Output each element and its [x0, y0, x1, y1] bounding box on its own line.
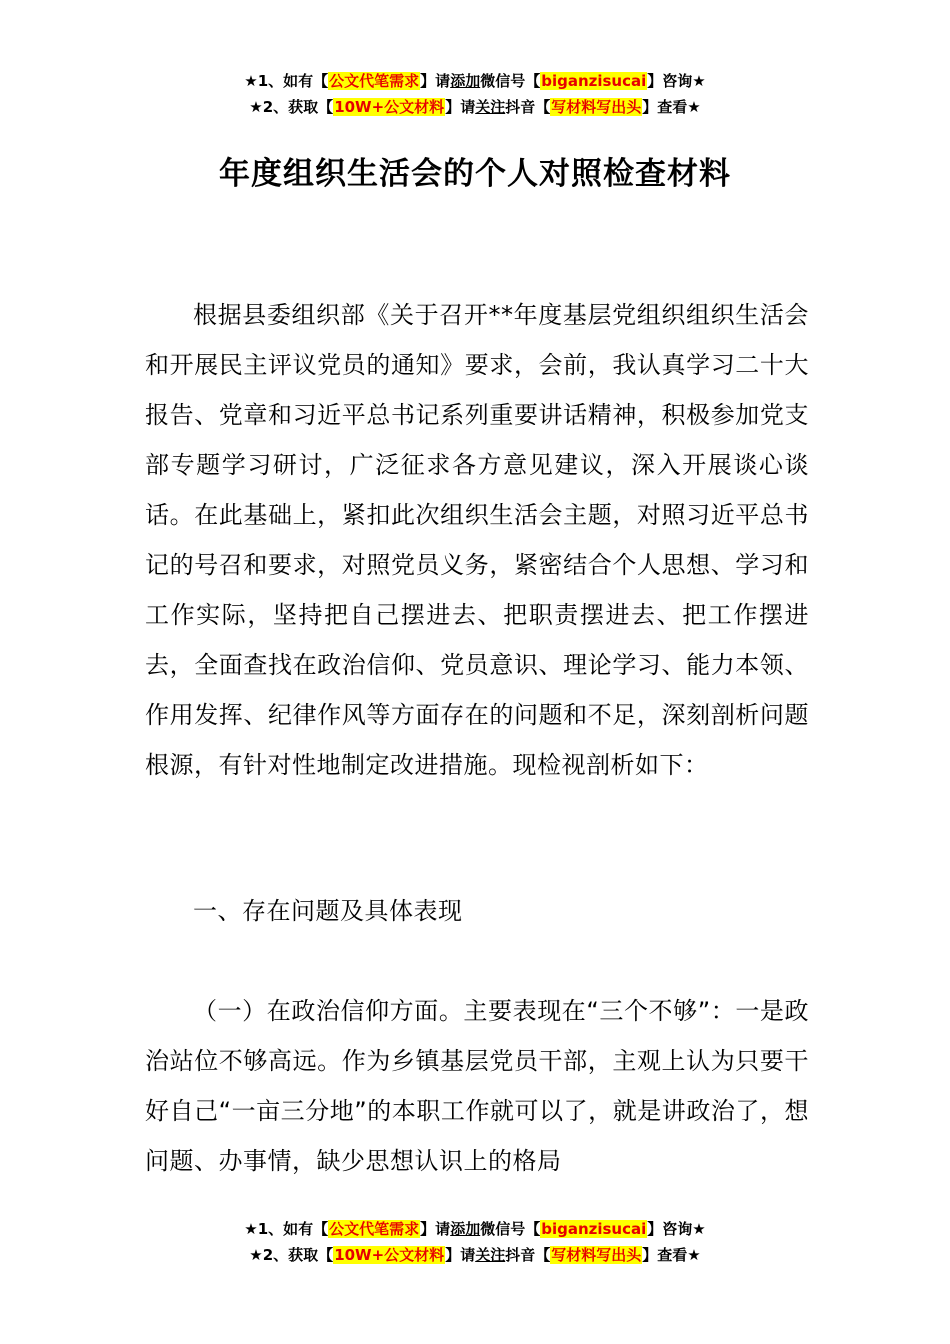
banner-text: 】请	[445, 98, 476, 116]
banner-text: ★1、如有【	[244, 1220, 329, 1238]
banner-line-2	[0, 94, 950, 120]
footer-banner	[0, 1216, 950, 1268]
header-banner	[0, 68, 950, 120]
banner-text: 微信号【	[480, 72, 541, 90]
intro-paragraph: 根据县委组织部《关于召开**年度基层党组织组织生活会和开展民主评议党员的通知》要求，会前，我认真学习二十大报告、党章和习近平总书记系列重要讲话精神，积极参加党支部专题学习研讨，广泛征求各方意见建议，深入开展谈心谈话。在此基础上，紧扣此次组织生活会主题，对照习近平总书记的号召和要求，对照党员义务，紧密结合个人思想、学习和工作实际，坚持把自己摆进去、把职责摆进去、把工作摆进去，全面查找在政治信仰、党员意识、理论学习、能力本领、作用发挥、纪律作风等方面存在的问题和不足，深刻剖析问题根源，有针对性地制定改进措施。现检视剖析如下：	[145, 301, 809, 779]
banner-text: 】请	[420, 72, 451, 90]
banner-line-1	[0, 68, 950, 94]
section-body	[145, 986, 809, 1186]
banner-text: ★1、如有【	[244, 72, 329, 90]
banner-text: 】请	[445, 1246, 476, 1264]
body-paragraph: （一）在政治信仰方面。主要表现在“三个不够”：一是政治站位不够高远。作为乡镇基层党员干部，主观上认为只要干好自己“一亩三分地”的本职工作就可以了，就是讲政治了，想问题、办事情，缺少思想认识上的格局	[145, 997, 809, 1175]
banner-text: 抖音【	[505, 98, 551, 116]
banner-text: ★2、获取【	[249, 1246, 334, 1264]
banner-text: 】查看★	[642, 1246, 701, 1264]
highlight-text: biganzisucai	[541, 72, 647, 90]
intro-section	[145, 290, 809, 790]
highlight-text: 10W+公文材料	[334, 1246, 445, 1264]
underlined-text: 添加	[450, 72, 481, 90]
banner-text: 微信号【	[480, 1220, 541, 1238]
banner-text: 】查看★	[642, 98, 701, 116]
highlight-text: 10W+公文材料	[334, 98, 445, 116]
highlight-text: biganzisucai	[541, 1220, 647, 1238]
underlined-text: 添加	[450, 1220, 481, 1238]
banner-text: ★2、获取【	[249, 98, 334, 116]
section-heading-block	[145, 886, 809, 936]
underlined-text: 关注	[475, 1246, 506, 1264]
section-heading: 一、存在问题及具体表现	[193, 897, 463, 925]
banner-line-2	[0, 1242, 950, 1268]
banner-text: 】咨询★	[647, 72, 706, 90]
banner-text: 】请	[420, 1220, 451, 1238]
highlight-text: 公文代笔需求	[329, 1220, 420, 1238]
highlight-text: 写材料写出头	[551, 1246, 642, 1264]
highlight-text: 公文代笔需求	[329, 72, 420, 90]
banner-line-1	[0, 1216, 950, 1242]
banner-text: 】咨询★	[647, 1220, 706, 1238]
banner-text: 抖音【	[505, 1246, 551, 1264]
document-title: 年度组织生活会的个人对照检查材料	[219, 156, 731, 192]
underlined-text: 关注	[475, 98, 506, 116]
highlight-text: 写材料写出头	[551, 98, 642, 116]
